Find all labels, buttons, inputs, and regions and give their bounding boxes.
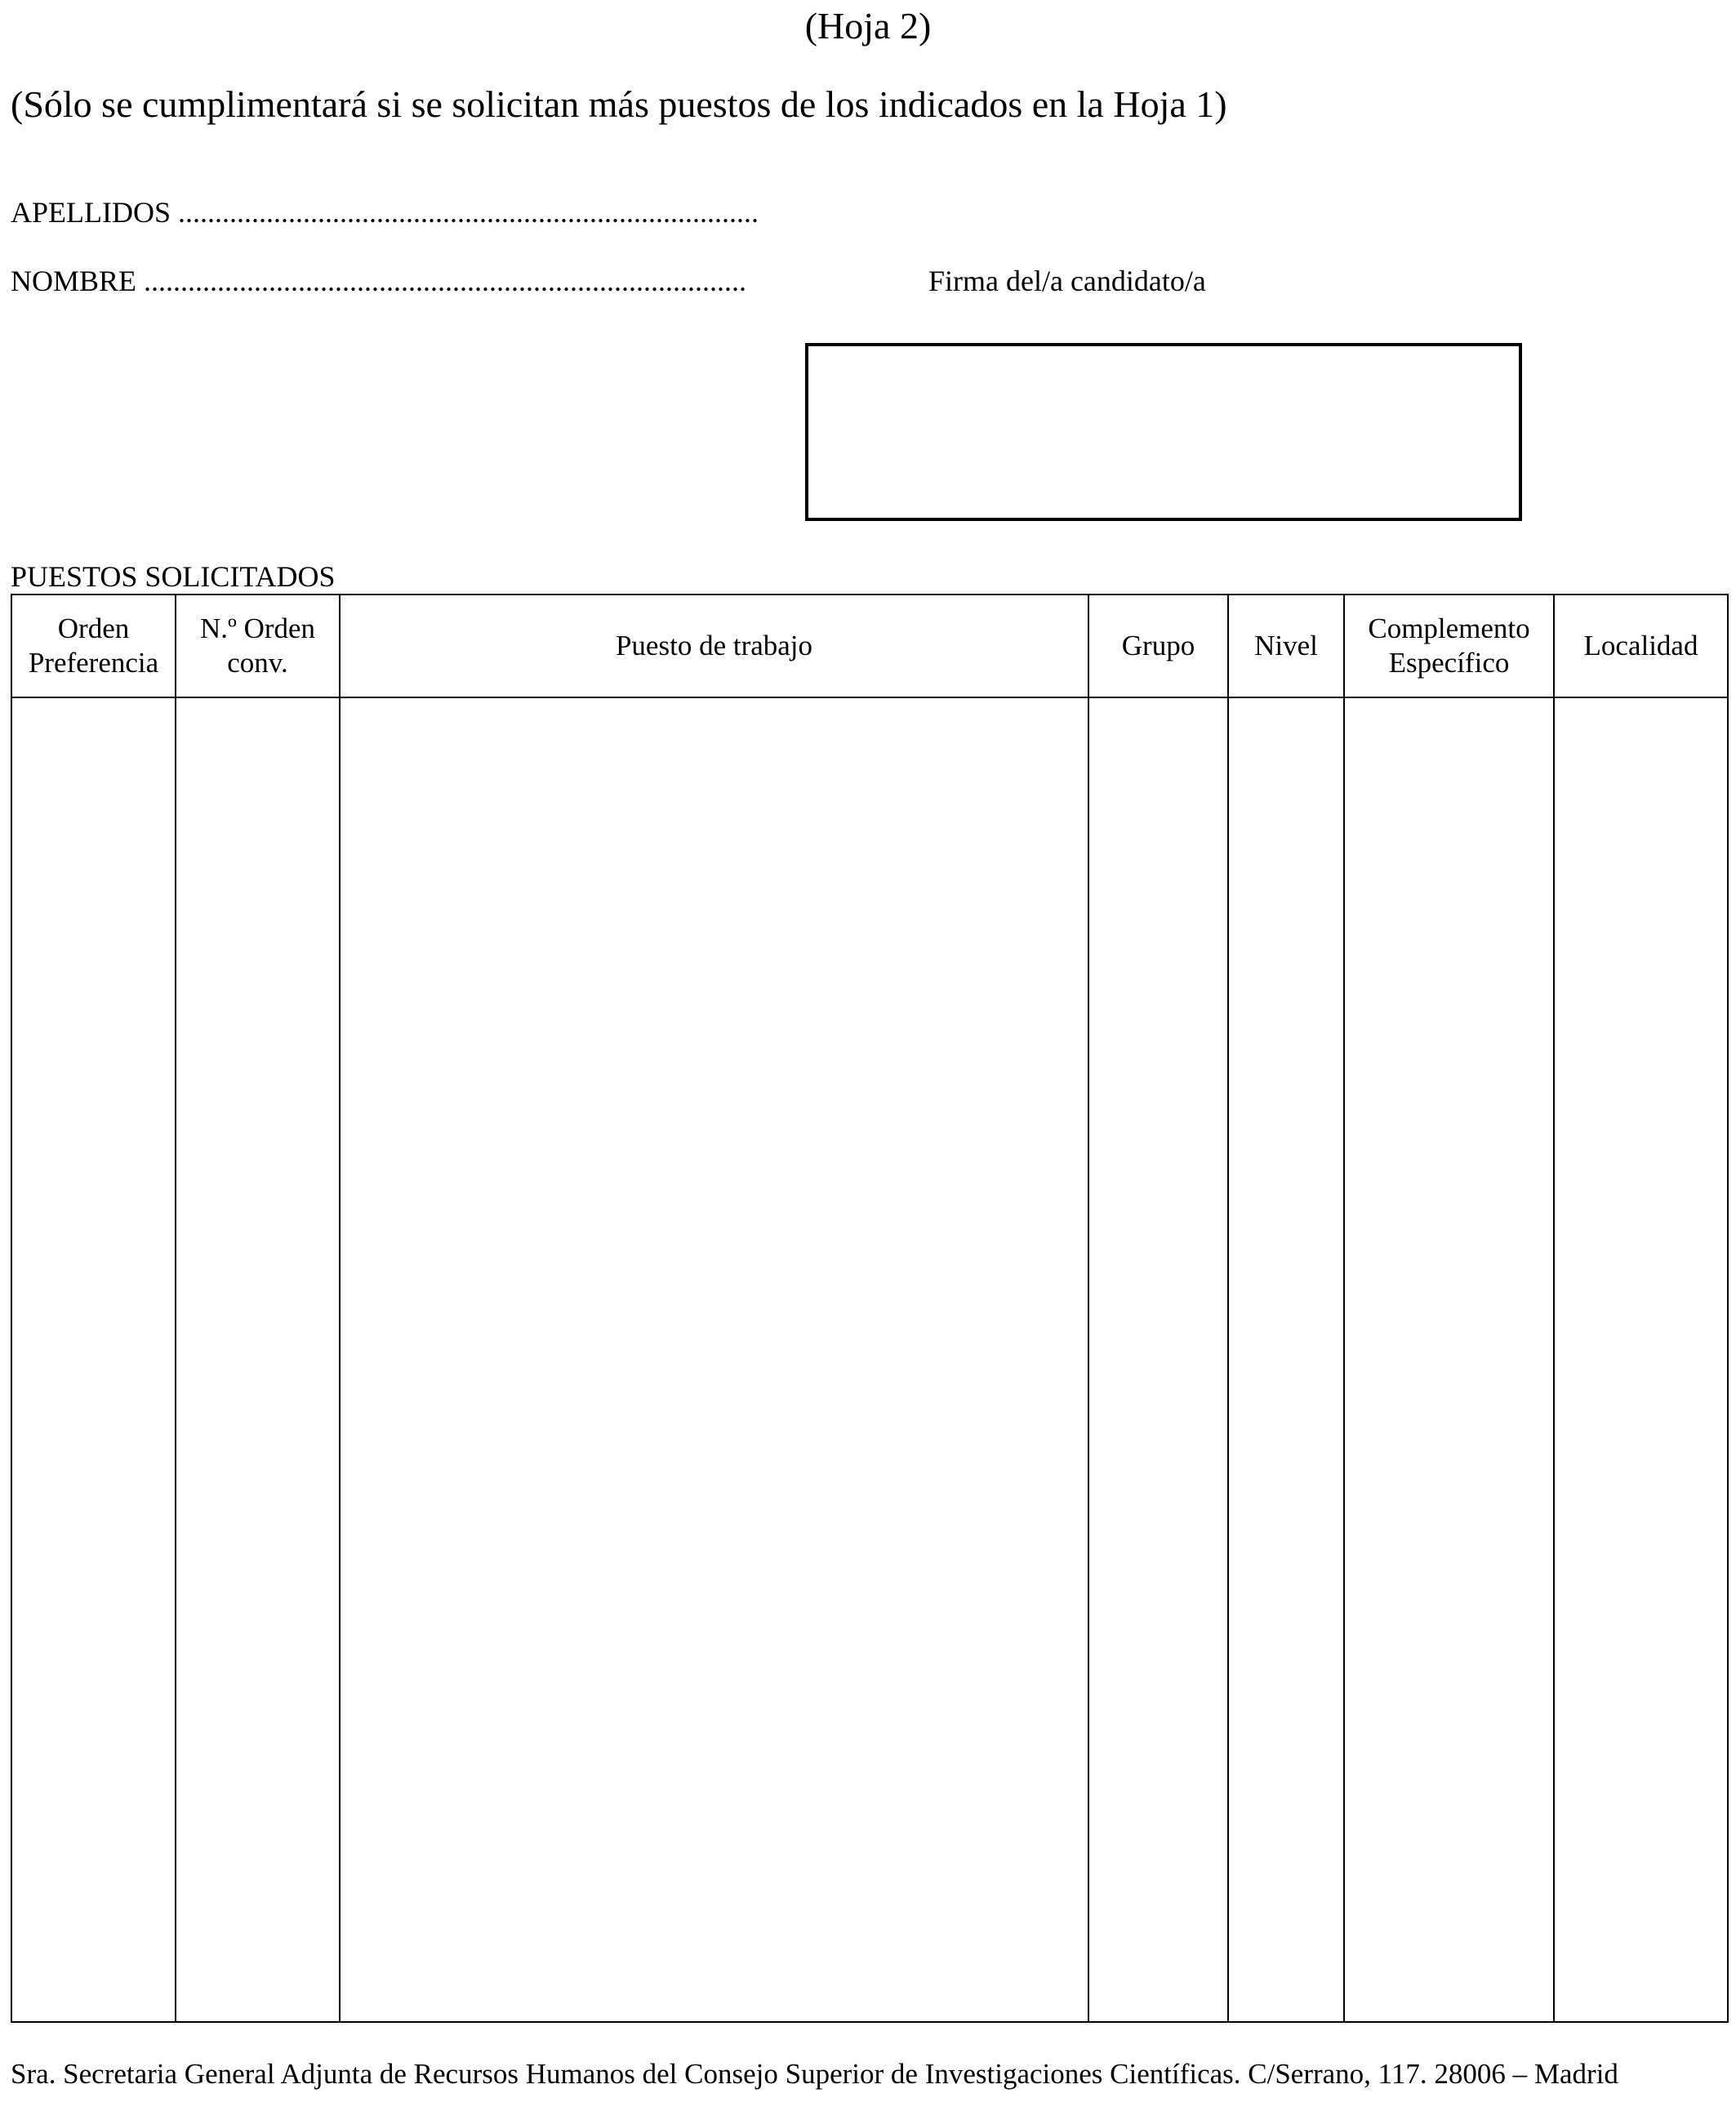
column-header-line: N.º Orden xyxy=(199,612,316,644)
cell-grupo[interactable] xyxy=(1088,697,1228,2022)
column-header-line: Puesto de trabajo xyxy=(615,630,813,661)
signature-label: Firma del/a candidato/a xyxy=(928,265,1206,297)
cell-complemento[interactable] xyxy=(1344,697,1554,2022)
column-header-line: Orden xyxy=(57,612,130,644)
instruction-text: (Sólo se cumplimentará si se solicitan más puestos de los indicados en la Hoja 1) xyxy=(11,83,1227,125)
column-header-line: Nivel xyxy=(1254,630,1318,661)
cell-orden-preferencia[interactable] xyxy=(11,697,176,2022)
column-header-localidad xyxy=(1554,595,1728,697)
column-header-line: Grupo xyxy=(1121,630,1195,661)
table-header-row xyxy=(11,595,1728,697)
positions-table xyxy=(11,594,1729,2023)
column-header-grupo xyxy=(1088,595,1228,697)
column-header-line: Preferencia xyxy=(28,647,159,679)
cell-nivel[interactable] xyxy=(1228,697,1344,2022)
column-header-line: Complemento xyxy=(1368,612,1530,644)
sheet-label: (Hoja 2) xyxy=(804,5,932,47)
nombre-field[interactable]: NOMBRE .................................................................................. xyxy=(11,265,747,297)
column-header-line: Localidad xyxy=(1583,630,1698,661)
footer-address: Sra. Secretaria General Adjunta de Recursos Humanos del Consejo Superior de Investigaciones Científicas. C/Serrano, 117. 28006 – Madrid xyxy=(11,2058,1618,2090)
column-header-complemento xyxy=(1344,595,1554,697)
column-header-nivel xyxy=(1228,595,1344,697)
column-header-orden-preferencia xyxy=(11,595,176,697)
column-header-line: Específico xyxy=(1388,647,1510,679)
column-header-puesto xyxy=(340,595,1088,697)
cell-localidad[interactable] xyxy=(1554,697,1728,2022)
column-header-line: conv. xyxy=(227,647,288,679)
column-header-numero-orden xyxy=(176,595,340,697)
apellidos-field[interactable]: APELLIDOS ............................................................................... xyxy=(11,196,759,229)
table-row xyxy=(11,697,1728,2022)
cell-puesto[interactable] xyxy=(340,697,1088,2022)
section-title: PUESTOS SOLICITADOS xyxy=(11,560,336,593)
cell-numero-orden[interactable] xyxy=(176,697,340,2022)
signature-box[interactable] xyxy=(805,343,1522,521)
